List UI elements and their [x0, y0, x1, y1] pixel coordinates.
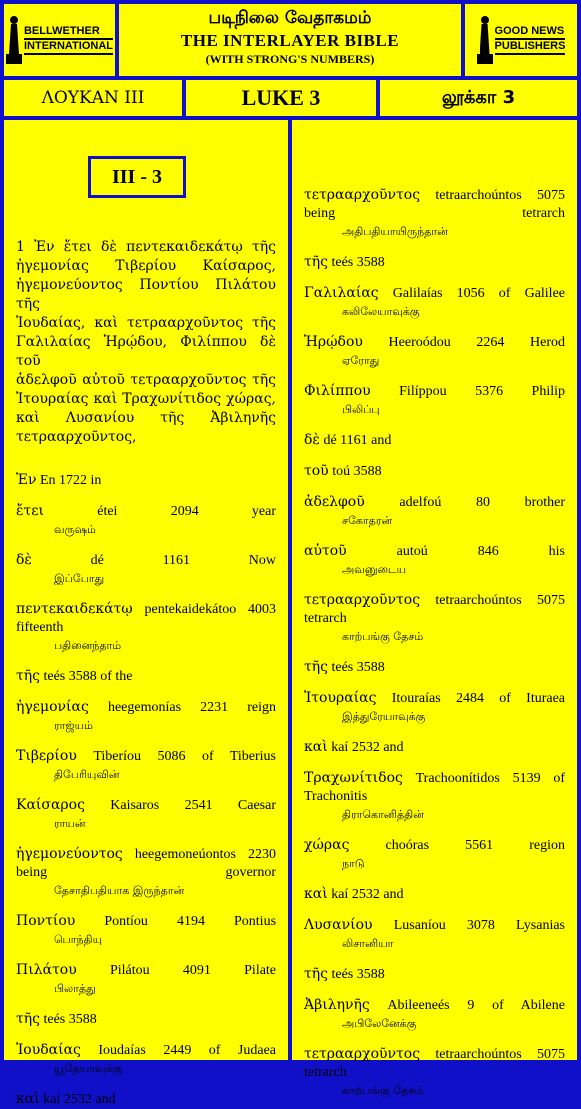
entry-strongs: 1161 [340, 433, 368, 448]
entry-strongs: 2094 [170, 504, 199, 519]
chapter-label: III - 3 [88, 156, 186, 198]
entry-tamil: காற்பங்கு தேசம் [342, 630, 424, 643]
title-tamil: படிநிலை வேதாகமம் [208, 8, 372, 28]
word-entry [304, 462, 565, 481]
entry-greek: Λυσανίου [304, 917, 373, 933]
entry-tamil: யூதேயாவுக்கு [54, 1062, 123, 1075]
entry-translit: adelfoú [399, 495, 442, 510]
entry-translit: teés [43, 669, 66, 684]
entry-strongs: 5075 [537, 593, 566, 608]
entry-english: of Judaea [208, 1043, 277, 1058]
entry-english: being tetrarch [304, 206, 565, 221]
entry-tamil: பிலாத்து [54, 982, 96, 995]
entry-translit: autoú [396, 544, 428, 559]
entry-greek: αὐτοῦ [304, 543, 347, 559]
word-entry [304, 916, 565, 953]
entry-translit: dé [90, 553, 104, 568]
entry-greek: τετρααρχοῦντος [304, 592, 421, 608]
entry-greek: Τραχωνίτιδος [304, 770, 403, 786]
entry-greek: δὲ [16, 552, 32, 568]
word-entry [304, 689, 565, 726]
right-logo-line2: PUBLISHERS [495, 40, 566, 55]
verse-text [16, 238, 276, 447]
right-logo-box [465, 4, 577, 76]
word-entry [304, 284, 565, 321]
entry-greek: πεντεκαιδεκάτῳ [16, 601, 133, 617]
word-entry [304, 591, 565, 646]
entry-tamil: தேசாதிபதியாக இருந்தான் [54, 884, 185, 897]
left-logo-box [4, 4, 115, 76]
entry-translit: En [39, 473, 56, 488]
word-entry [304, 493, 565, 530]
entry-greek: Καίσαρος [16, 797, 85, 813]
entry-english: brother [524, 495, 566, 510]
entry-translit: Trachoonítidos [415, 771, 500, 786]
entry-tamil: நாடு [342, 857, 365, 870]
entry-tamil: இப்போது [54, 572, 105, 585]
entry-greek: τῆς [16, 668, 40, 684]
entry-english: and [95, 1092, 116, 1107]
word-entry [16, 600, 276, 655]
entry-greek: τῆς [304, 659, 328, 675]
entry-translit: tetraarchoúntos [435, 188, 522, 203]
entry-english: year [251, 504, 277, 519]
entry-translit: teés [331, 660, 354, 675]
entry-translit: Kaisaros [110, 798, 160, 813]
verse-line: τετρααρχοῦντος, [16, 429, 137, 445]
entry-greek: Ἰουδαίας [16, 1042, 81, 1058]
entry-strongs: 3588 [68, 1012, 97, 1027]
entry-translit: tetraarchoúntos [435, 593, 522, 608]
entry-translit: Tiberíou [93, 749, 142, 764]
word-entry [16, 1010, 276, 1029]
word-entry [16, 551, 276, 588]
word-entry [304, 186, 565, 241]
word-entry [304, 333, 565, 370]
word-entry [16, 667, 276, 686]
entry-greek: ἡγεμονεύοντος [16, 846, 123, 862]
entry-greek: Ἀβιληνῆς [304, 997, 370, 1013]
entry-tamil: அதிபதியாயிருந்தான் [342, 225, 448, 238]
entry-translit: pentekaidekátoo [144, 602, 237, 617]
entry-strongs: 2532 [351, 740, 380, 755]
bellwether-logo [6, 16, 113, 64]
word-entry [16, 502, 276, 539]
entry-greek: καὶ [304, 739, 328, 755]
entry-strongs: 5561 [465, 838, 494, 853]
entry-greek: τῆς [304, 254, 328, 270]
left-entries [16, 471, 276, 1109]
entry-english: reign [247, 700, 277, 715]
entry-strongs: 2541 [184, 798, 213, 813]
word-entry [16, 912, 276, 949]
book-greek: ΛΟΥΚΑΝ III [4, 80, 182, 116]
title-box [119, 4, 461, 76]
word-entry [16, 845, 276, 900]
entry-english: region [529, 838, 566, 853]
left-logo-line2: INTERNATIONAL [24, 40, 113, 55]
entry-tamil: ஏரோது [342, 354, 380, 367]
entry-tamil: லிசானியா [342, 937, 394, 950]
entry-translit: Lusaníou [393, 918, 446, 933]
entry-greek: τῆς [16, 1011, 40, 1027]
entry-greek: Ἐν [16, 472, 37, 488]
word-entry [16, 796, 276, 833]
entry-english: of the [100, 669, 133, 684]
right-entries [304, 186, 565, 1100]
entry-greek: χώρας [304, 837, 350, 853]
entry-greek: καὶ [304, 886, 328, 902]
entry-greek: Γαλιλαίας [304, 285, 379, 301]
entry-english: in [90, 473, 102, 488]
entry-english: fifteenth [16, 620, 64, 635]
word-entry [16, 471, 276, 490]
entry-strongs: 3078 [466, 918, 495, 933]
entry-english: tetrarch [304, 1065, 347, 1080]
good-news-figure-icon [477, 16, 493, 64]
entry-greek: Τιβερίου [16, 748, 77, 764]
entry-tamil: திராகொனித்தின் [342, 808, 424, 821]
entry-english: Lysanias [516, 918, 566, 933]
right-column [292, 120, 577, 1097]
verse-line: καὶ Λυσανίου τῆς Ἀβιληνῆς [16, 410, 276, 426]
word-entry [304, 965, 565, 984]
entry-translit: étei [97, 504, 118, 519]
entry-greek: τετρααρχοῦντος [304, 187, 421, 203]
verse-line: 1 Ἐν ἔτει δὲ πεντεκαιδεκάτῳ τῆς [16, 239, 276, 255]
entry-greek: ἀδελφοῦ [304, 494, 365, 510]
verse-line: ἡγεμονίας Τιβερίου Καίσαρος, [16, 258, 276, 274]
entry-translit: kaí [331, 740, 349, 755]
entry-greek: Πιλάτου [16, 962, 77, 978]
word-entry [16, 1041, 276, 1078]
word-entry [304, 382, 565, 419]
entry-strongs: 4194 [176, 914, 205, 929]
entry-translit: teés [331, 967, 354, 982]
entry-tamil: பதினைந்தாம் [54, 639, 122, 652]
verse-line: Γαλιλαίας Ἡρῴδου, Φιλίππου δὲ τοῦ [16, 334, 276, 369]
entry-english: and [383, 887, 404, 902]
entry-greek: δὲ [304, 432, 320, 448]
entry-strongs: 2532 [63, 1092, 92, 1107]
word-entry [304, 836, 565, 873]
entry-strongs: 846 [477, 544, 499, 559]
entry-greek: ἡγεμονίας [16, 699, 89, 715]
entry-strongs: 3588 [356, 255, 385, 270]
word-entry [304, 885, 565, 904]
right-logo-line1: GOOD NEWS [495, 25, 566, 40]
entry-greek: καὶ [16, 1091, 40, 1107]
entry-strongs: 2231 [200, 700, 229, 715]
entry-tamil: பிலிப்பு [342, 403, 380, 416]
entry-tamil: ராஜ்யம் [54, 719, 93, 732]
entry-translit: Abileeneés [387, 998, 450, 1013]
left-column [4, 120, 288, 1107]
entry-strongs: 3588 [353, 464, 382, 479]
entry-translit: Pilátou [109, 963, 150, 978]
entry-translit: heegemonías [107, 700, 182, 715]
entry-strongs: 4003 [248, 602, 277, 617]
left-logo-line1: BELLWETHER [24, 25, 113, 40]
entry-english: Pontius [234, 914, 277, 929]
entry-english: Herod [530, 335, 566, 350]
entry-greek: Ἰτουραίας [304, 690, 377, 706]
entry-strongs: 2230 [248, 847, 277, 862]
entry-translit: dé [323, 433, 337, 448]
entry-english: Now [248, 553, 276, 568]
good-news-logo [477, 16, 566, 64]
entry-english: and [371, 433, 392, 448]
entry-strongs: 2264 [476, 335, 505, 350]
entry-english: of Abilene [492, 998, 565, 1013]
entry-strongs: 5139 [512, 771, 541, 786]
title-subtitle: (WITH STRONG'S NUMBERS) [205, 52, 375, 66]
entry-tamil: கலிலேயாவுக்கு [342, 305, 420, 318]
bellwether-figure-icon [6, 16, 22, 64]
verse-line: ἡγεμονεύοντος Ποντίου Πιλάτου τῆς [16, 277, 276, 312]
verse-line: Ἰουδαίας, καὶ τετρααρχοῦντος τῆς [16, 315, 276, 331]
entry-translit: teés [43, 1012, 66, 1027]
entry-strongs: 2484 [455, 691, 484, 706]
entry-english: Caesar [237, 798, 276, 813]
entry-strongs: 1161 [162, 553, 191, 568]
entry-translit: toú [332, 464, 351, 479]
entry-tamil: அபிலேனேக்கு [342, 1017, 417, 1030]
entry-translit: tetraarchoúntos [435, 1047, 522, 1062]
entry-english: Pilate [244, 963, 277, 978]
entry-translit: Itouraías [391, 691, 441, 706]
entry-tamil: அவனுடைய [342, 563, 407, 576]
entry-translit: kaí [331, 887, 349, 902]
entry-strongs: 9 [467, 998, 475, 1013]
entry-strongs: 3588 [68, 669, 97, 684]
entry-strongs: 5376 [475, 384, 504, 399]
entry-strongs: 1722 [59, 473, 88, 488]
entry-strongs: 2532 [351, 887, 380, 902]
entry-strongs: 5075 [537, 188, 566, 203]
entry-translit: teés [331, 255, 354, 270]
entry-translit: Galilaías [392, 286, 443, 301]
entry-tamil: திபேரியுவின் [54, 768, 120, 781]
entry-tamil: காற்பங்கு தேசம் [342, 1084, 424, 1097]
entry-strongs: 1056 [456, 286, 485, 301]
word-entry [304, 1045, 565, 1100]
entry-english: tetrarch [304, 611, 347, 626]
entry-strongs: 3588 [356, 967, 385, 982]
entry-strongs: 5075 [537, 1047, 566, 1062]
word-entry [304, 253, 565, 272]
title-english: THE INTERLAYER BIBLE [180, 31, 400, 50]
entry-tamil: சகோதரன் [342, 514, 393, 527]
entry-translit: Ioudaías [98, 1043, 146, 1058]
verse-line: Ἰτουραίας καὶ Τραχωνίτιδος χώρας, [16, 391, 276, 407]
word-entry [304, 658, 565, 677]
entry-translit: Filíppou [399, 384, 447, 399]
entry-english: his [548, 544, 566, 559]
entry-greek: τετρααρχοῦντος [304, 1046, 421, 1062]
entry-english: of Galilee [498, 286, 566, 301]
word-entry [16, 747, 276, 784]
word-entry [304, 996, 565, 1033]
entry-greek: Φιλίππου [304, 383, 371, 399]
book-english: LUKE 3 [186, 80, 376, 116]
entry-greek: Ποντίου [16, 913, 76, 929]
word-entry [304, 738, 565, 757]
word-entry [16, 698, 276, 735]
entry-translit: Pontíou [104, 914, 148, 929]
entry-translit: Heeroódou [388, 335, 451, 350]
word-entry [304, 431, 565, 450]
entry-strongs: 5086 [157, 749, 186, 764]
entry-english: Philip [531, 384, 566, 399]
entry-greek: τῆς [304, 966, 328, 982]
entry-english: being governor [16, 865, 276, 880]
entry-tamil: இத்துரேயாவுக்கு [342, 710, 426, 723]
entry-translit: choóras [385, 838, 430, 853]
entry-strongs: 2449 [163, 1043, 192, 1058]
word-entry [16, 961, 276, 998]
book-tamil: லூக்கா 3 [380, 80, 577, 116]
entry-tamil: பொந்தியு [54, 933, 102, 946]
entry-greek: τοῦ [304, 463, 329, 479]
entry-english: of Trachonitis [304, 771, 566, 804]
entry-english: and [383, 740, 404, 755]
entry-greek: Ἡρῴδου [304, 334, 363, 350]
entry-strongs: 4091 [182, 963, 211, 978]
verse-line: ἀδελφοῦ αὐτοῦ τετρααρχοῦντος τῆς [16, 372, 276, 388]
entry-strongs: 80 [475, 495, 490, 510]
entry-strongs: 3588 [356, 660, 385, 675]
word-entry [304, 769, 565, 824]
entry-tamil: ராயன் [54, 817, 86, 830]
entry-english: of Ituraea [499, 691, 566, 706]
word-entry [304, 542, 565, 579]
entry-translit: heegemoneúontos [134, 847, 236, 862]
entry-translit: kaí [43, 1092, 61, 1107]
entry-greek: ἔτει [16, 503, 44, 519]
word-entry [16, 1090, 276, 1109]
entry-tamil: வருஷம் [54, 523, 96, 536]
entry-english: of Tiberius [201, 749, 277, 764]
